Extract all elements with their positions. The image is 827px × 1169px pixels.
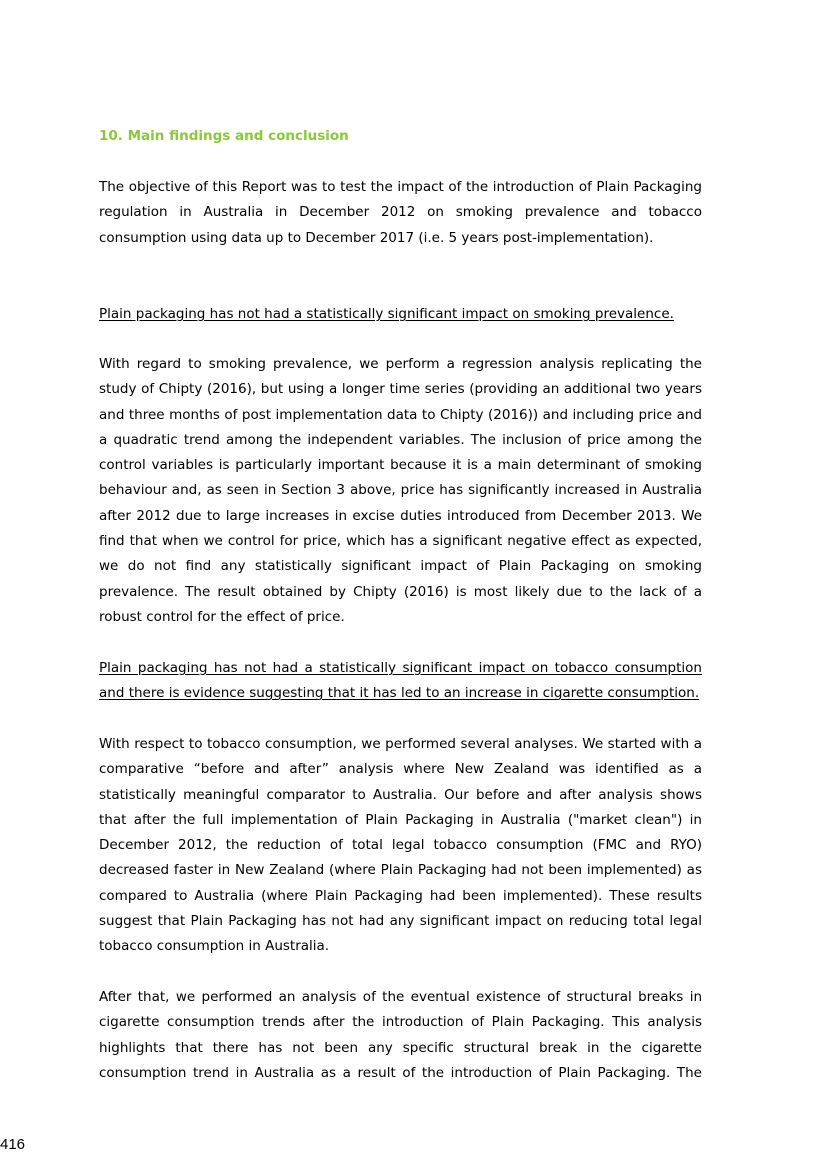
structural-breaks-paragraph: After that, we performed an analysis of the eventual existence of structural breaks in cigarette consumption trends after the introduction of Plain Packaging. This analysis highlights that there has not been any specific structural break in the cigarette consumption trend in Australia as a result of the introduction of Plain Packaging. The [99, 989, 702, 1081]
finding-consumption-heading: Plain packaging has not had a statistically significant impact on tobacco consumption and there is evidence suggesting that it has led to an increase in cigarette consumption. [99, 660, 702, 702]
consumption-paragraph: With respect to tobacco consumption, we performed several analyses. We started with a comparative “before and after” analysis where New Zealand was identified as a statistically meaningful comparator to Australia. Our before and after analysis shows that after the full implementation of Plain Packaging in Australia ("market clean") in December 2012, the reduction of total legal tobacco consumption (FMC and RYO) decreased faster in New Zealand (where Plain Packaging had not been implemented) as compared to Australia (where Plain Packaging had been implemented). These results suggest that Plain Packaging has not had any significant impact on reducing total legal tobacco consumption in Australia. [99, 736, 702, 955]
page-number: 416 [0, 1136, 26, 1153]
prevalence-paragraph: With regard to smoking prevalence, we perform a regression analysis replicating the study of Chipty (2016), but using a longer time series (providing an additional two years and three months of post implementation data to Chipty (2016)) and including price and a quadratic trend among the independent variables. The inclusion of price among the control variables is particularly important because it is a main determinant of smoking behaviour and, as seen in Section 3 above, price has significantly increased in Australia after 2012 due to large increases in excise duties introduced from December 2013. We find that when we control for price, which has a significant negative effect as expected, we do not find any statistically significant impact of Plain Packaging on smoking prevalence. The result obtained by Chipty (2016) is most likely due to the lack of a robust control for the effect of price. [99, 356, 702, 625]
objective-paragraph: The objective of this Report was to test the impact of the introduction of Plain Packaging regulation in Australia in December 2012 on smoking prevalence and tobacco consumption using data up to December 2017 (i.e. 5 years post-implementation). [99, 179, 702, 246]
section-heading: 10. Main findings and conclusion [99, 128, 349, 144]
finding-prevalence-heading: Plain packaging has not had a statistically significant impact on smoking prevalence. [99, 306, 674, 322]
